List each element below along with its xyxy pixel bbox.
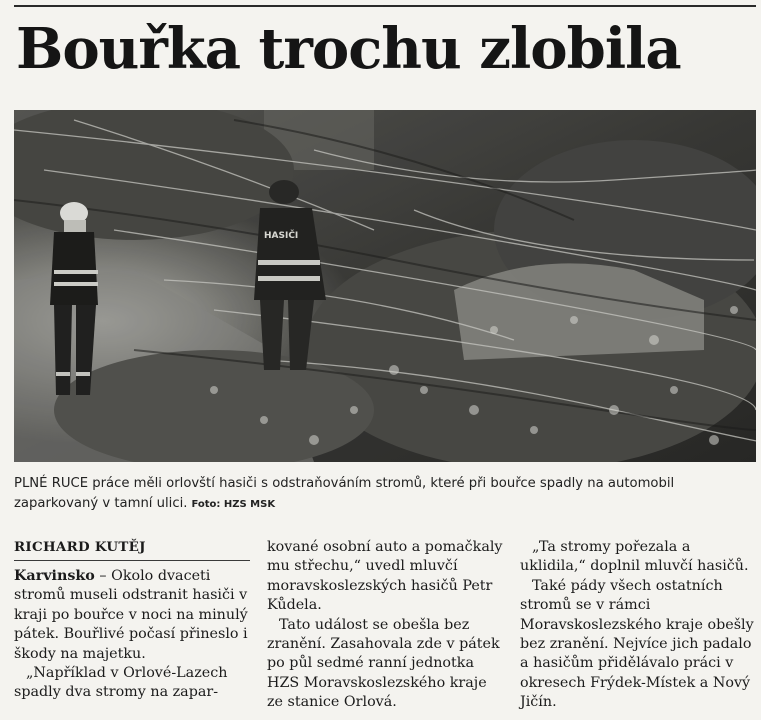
article-photo [14,110,756,462]
column-3 [520,538,756,713]
byline: RICHARD KUTĚJ [14,538,250,561]
photo-credit: Foto: HZS MSK [191,499,276,510]
paragraph-6: Také pády všech ostatních stromů se v rámci Moravskoslezského kraje obešly bez zranění. Nejvíce jich padalo a hasičům přidělávalo práci v okresech Frýdek-Místek a Nový Jičín. [520,577,754,711]
paragraph-1-text: – Okolo dvaceti stromů museli odstranit hasiči v kraji po bouřce v noci na minulý pátek. Bouřlivé počasí přineslo i škody na majetku. [14,568,248,662]
paragraph-5: „Ta stromy pořezala a uklidila,“ doplnil mluvčí hasičů. [520,539,749,575]
photo-caption [14,474,756,515]
headline: Bouřka trochu zlobila [16,16,681,82]
vest-label: HASIČI [264,231,299,241]
location-dateline: Karvinsko [14,568,95,584]
paragraph-3: kované osobní auto a pomačkaly mu střechu,“ uvedl mluvčí moravskoslezských hasičů Petr Kůdela. [267,539,503,614]
column-2 [267,538,503,713]
column-1 [14,538,250,703]
paragraph-4: Tato událost se obešla bez zranění. Zasahovala zde v pátek po půl sedmé ranní jednotka HZS Moravskoslezského kraje ze stanice Orlová. [267,616,500,711]
paragraph-1 [14,567,250,664]
paragraph-2: „Například v Orlové-Lazech spadly dva stromy na zapar- [14,665,228,701]
top-rule [14,5,756,7]
caption-lead: PLNÉ RUCE [14,476,89,491]
caption-text: práce měli orlovští hasiči s odstraňováním stromů, které při bouřce spadly na automobil zaparkovaný v tamní ulici. [14,476,675,511]
